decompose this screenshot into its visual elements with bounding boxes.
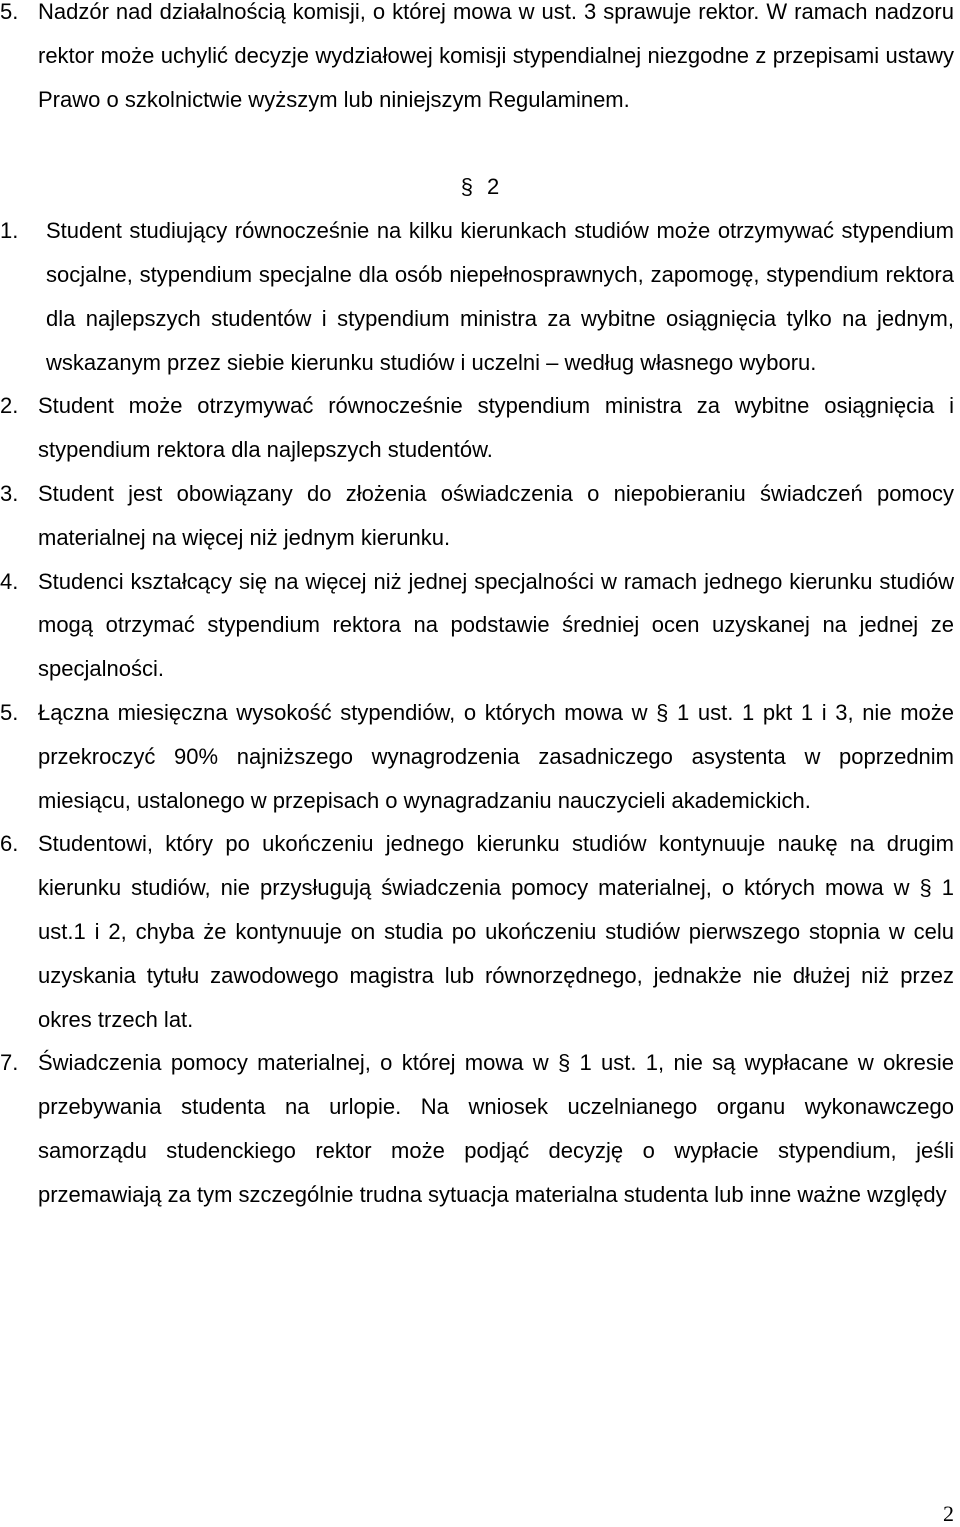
item-text: Świadczenia pomocy materialnej, o której mowa w § 1 ust. 1, nie są wypłacane w okresie przebywania studenta na urlopie. Na wniosek uczelnianego organu wykonawczego samorządu studenckiego rektor może podjąć decyzję o wypłacie stypendium, jeśli przemawiają za tym szczególnie trudna sytuacja materialna studenta lub inne ważne względy xyxy=(38,1050,954,1207)
section-symbol: § xyxy=(460,174,473,200)
item-text: Łączna miesięczna wysokość stypendiów, o których mowa w § 1 ust. 1 pkt 1 i 3, nie może przekroczyć 90% najniższego wynagrodzenia zasadniczego asystenta w poprzednim miesiącu, ustalonego w przepisach o wynagradzaniu nauczycieli akademickich. xyxy=(38,699,954,813)
item-text: Studentowi, który po ukończeniu jednego kierunku studiów kontynuuje naukę na drugim kierunku studiów, nie przysługują świadczenia pomocy materialnej, o których mowa w § 1 ust.1 i 2, chyba że kontynuuje on studia po ukończeniu studiów pierwszego stopnia w celu uzyskania tytułu zawodowego magistra lub równorzędnego, jednakże nie dłużej niż przez okres trzech lat. xyxy=(38,831,954,1032)
item-number: 5. xyxy=(0,0,19,24)
list-item xyxy=(0,691,960,822)
item-number: 5. xyxy=(0,699,19,725)
list-item xyxy=(0,0,960,121)
item-text: Student może otrzymywać równocześnie stypendium ministra za wybitne osiągnięcia i stypendium rektora dla najlepszych studentów. xyxy=(38,393,954,463)
page-number: 2 xyxy=(943,1501,954,1526)
list-item xyxy=(0,472,960,560)
list-item xyxy=(0,822,960,1041)
item-number: 6. xyxy=(0,831,19,857)
item-number: 1. xyxy=(0,218,19,244)
item-number: 3. xyxy=(0,480,19,506)
item-number: 2. xyxy=(0,393,19,419)
item-number: 7. xyxy=(0,1050,19,1076)
item-text: Student studiujący równocześnie na kilku kierunkach studiów może otrzymywać stypendium socjalne, stypendium specjalne dla osób niepełnosprawnych, zapomogę, stypendium rektora dla najlepszych studentów i stypendium ministra za wybitne osiągnięcia tylko na jednym, wskazanym przez siebie kierunku studiów i uczelni – według własnego wyboru. xyxy=(46,218,954,375)
list-item xyxy=(0,384,960,472)
list-item xyxy=(0,560,960,691)
item-number: 4. xyxy=(0,568,19,594)
item-text: Nadzór nad działalnością komisji, o której mowa w ust. 3 sprawuje rektor. W ramach nadzoru rektor może uchylić decyzje wydziałowej komisji stypendialnej niezgodne z przepisami ustawy Prawo o szkolnictwie wyższym lub niniejszym Regulaminem. xyxy=(38,0,954,112)
item-text: Studenci kształcący się na więcej niż jednej specjalności w ramach jednego kierunku studiów mogą otrzymać stypendium rektora na podstawie średniej ocen uzyskanej na jednej ze specjalności. xyxy=(38,568,954,682)
item-text: Student jest obowiązany do złożenia oświadczenia o niepobieraniu świadczeń pomocy materialnej na więcej niż jednym kierunku. xyxy=(38,480,954,550)
list-item xyxy=(0,1041,960,1216)
section-number: 2 xyxy=(487,174,500,200)
list-item xyxy=(0,209,960,384)
section-heading xyxy=(0,121,960,209)
